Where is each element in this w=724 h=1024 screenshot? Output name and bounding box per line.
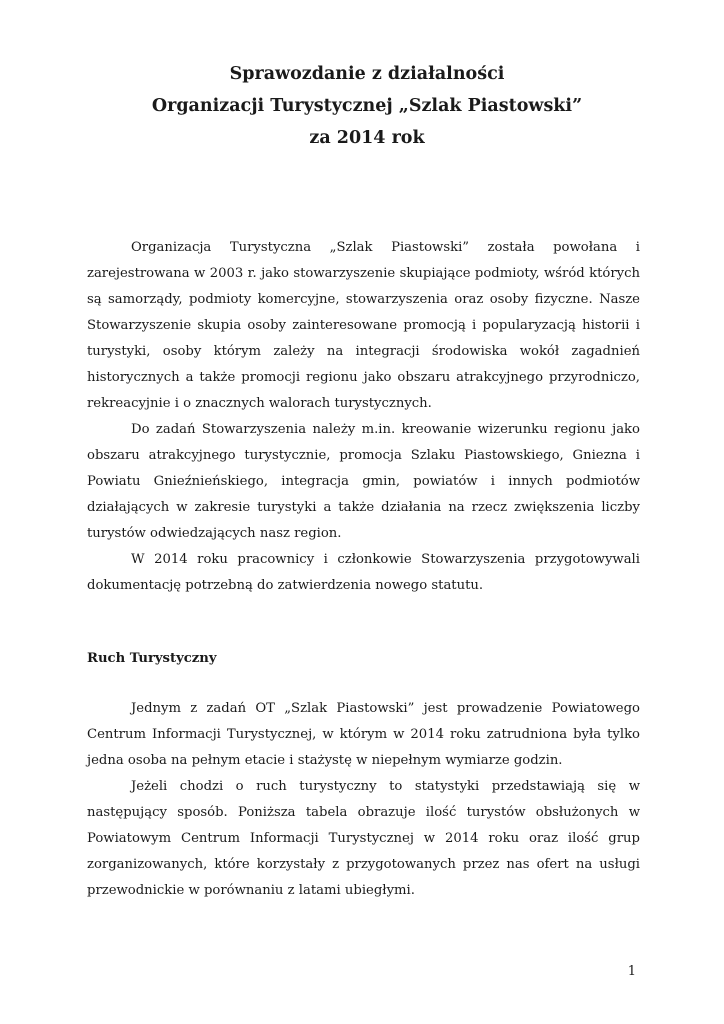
title-line-2: Organizacji Turystycznej „Szlak Piastowski”	[151, 96, 583, 116]
ruch-section	[87, 696, 640, 904]
intro-paragraph-1: Organizacja Turystyczna „Szlak Piastowski” została powołana i zarejestrowana w 2003 r. jako stowarzyszenie skupiające podmioty, wśród których są samorządy, podmioty komercyjne, stowarzyszenia oraz osoby fizyczne. Nasze Stowarzyszenie skupia osoby zainteresowane promocją i popularyzacją historii i turystyki, osoby którym zależy na integracji środowiska wokół zagadnień historycznych a także promocji regionu jako obszaru atrakcyjnego przyrodniczo, rekreacyjnie i o znacznych walorach turystycznych.	[87, 240, 640, 411]
title-line-3: za 2014 rok	[309, 128, 425, 148]
intro-paragraph-2: Do zadań Stowarzyszenia należy m.in. kreowanie wizerunku regionu jako obszaru atrakcyjnego turystycznie, promocja Szlaku Piastowskiego, Gniezna i Powiatu Gnieźnieńskiego, integracja gmin, powiatów i innych podmiotów działających w zakresie turystyki a także działania na rzecz zwiększenia liczby turystów odwiedzających nasz region.	[87, 422, 640, 541]
title-line-1: Sprawozdanie z działalności	[229, 64, 505, 84]
ruch-paragraph-1: Jednym z zadań OT „Szlak Piastowski” jest prowadzenie Powiatowego Centrum Informacji Turystycznej, w którym w 2014 roku zatrudniona była tylko jedna osoba na pełnym etacie i stażystę w niepełnym wymiarze godzin.	[87, 701, 640, 768]
section-heading-ruch: Ruch Turystyczny	[87, 651, 217, 666]
document-title	[90, 58, 644, 154]
intro-section	[87, 235, 640, 599]
intro-paragraph-3: W 2014 roku pracownicy i członkowie Stowarzyszenia przygotowywali dokumentację potrzebną do zatwierdzenia nowego statutu.	[87, 552, 640, 593]
ruch-paragraph-2: Jeżeli chodzi o ruch turystyczny to statystyki przedstawiają się w następujący sposób. Poniższa tabela obrazuje ilość turystów obsłużonych w Powiatowym Centrum Informacji Turystycznej w 2014 roku oraz ilość grup zorganizowanych, które korzystały z przygotowanych przez nas ofert na usługi przewodnickie w porównaniu z latami ubiegłymi.	[87, 779, 640, 898]
page-number: 1	[627, 964, 636, 979]
